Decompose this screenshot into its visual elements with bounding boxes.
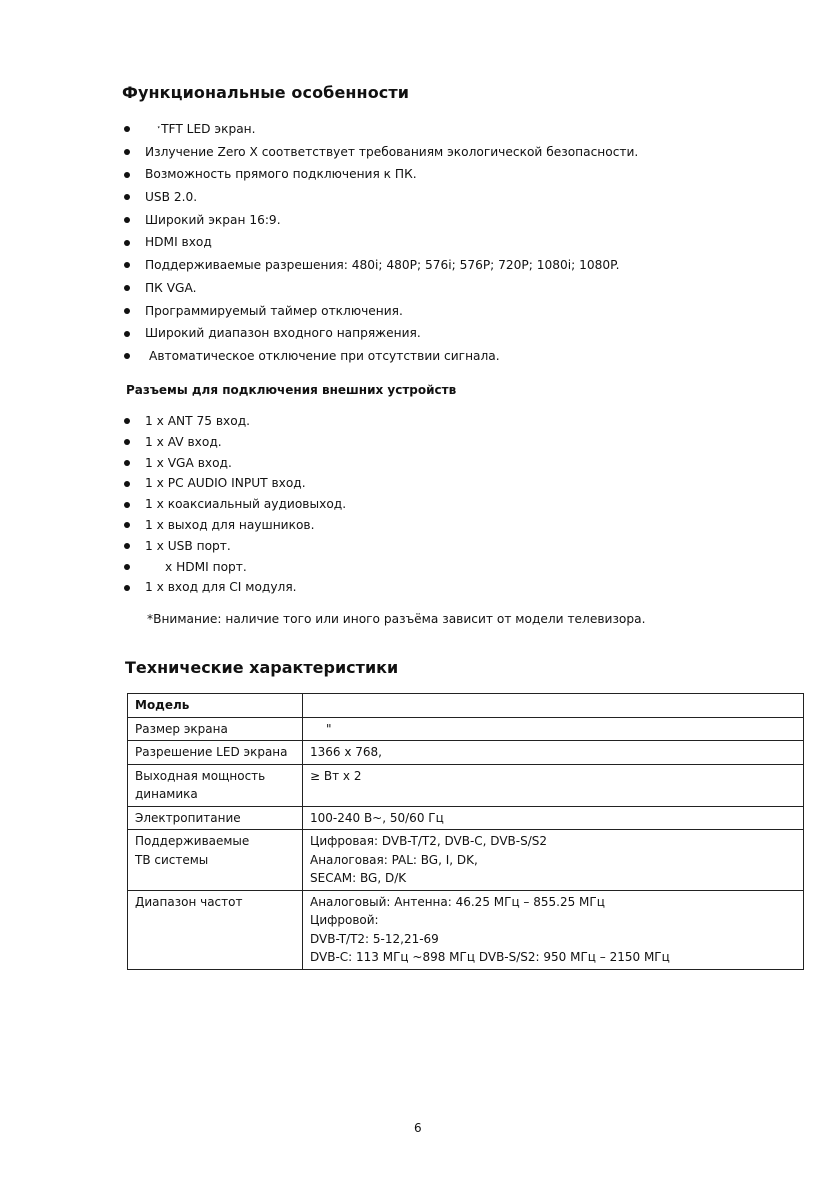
table-row (128, 806, 804, 830)
spec-value: ≥ Вт х 2 (303, 764, 804, 806)
bullet-icon (124, 194, 130, 200)
spec-label-line: ТВ системы (135, 852, 209, 867)
spec-value-line: Аналоговая: PAL: BG, I, DK, (310, 852, 478, 867)
spec-value-line: DVB-C: 113 МГц ~898 МГц DVB-S/S2: 950 МГц – 2150 МГц (310, 950, 670, 964)
bullet-icon (124, 564, 130, 570)
table-row (128, 694, 804, 718)
bullet-icon (124, 502, 130, 508)
spec-value (303, 717, 804, 741)
bullet-icon (124, 126, 130, 132)
table-row (128, 717, 804, 741)
bullet-icon (124, 353, 130, 359)
table-row (128, 741, 804, 765)
bullet-icon (124, 439, 130, 445)
spec-label: Размер экрана (128, 717, 303, 741)
spec-value: 1366 x 768, (303, 741, 804, 765)
bullet-icon (124, 240, 130, 246)
bullet-icon (124, 418, 130, 424)
bullet-icon (124, 172, 130, 178)
connectors-note: *Внимание: наличие того или иного разъёма зависит от модели телевизора. (147, 612, 646, 626)
spec-value-line: SECAM: BG, D/K (310, 871, 407, 885)
spec-label: Электропитание (128, 806, 303, 830)
page-number: 6 (414, 1121, 422, 1135)
document-page: Функциональные особенности ˑTFT LED экран. Излучение Zero X соответствует требованиям экологической безопасности. Возможность прямого подключения к ПК. USB 2.0. Широкий экран 16:9. HDMI вход Поддерживаемые разрешения: 480i; 480P; 576i; 576P; 720P; 1080i; 1080P. ПК VGA. Программируемый таймер отключения. Широкий диапазон входного напряжения. Автоматическое отключение при отсутствии сигнала. Разъемы для подключения внешних устройств 1 x ANT 75 вход. 1 x AV вход. 1 x VGA вход. 1 x PC AUDIO INPUT вход. 1 x коаксиальный аудиовыход. 1 x выход для наушников. 1 x USB порт. x HDMI порт. 1 x вход для CI модуля. *Внимание: наличие того или иного разъёма зависит от модели телевизора. Технические характеристики Модель Размер экрана " Разрешение LED экрана 1366 x 768, Выходная мощность динамика ≥ Вт х 2 Электропитание 100-240 В~, 50/60 Гц Поддерживаемые ТВ системы Цифровая: DVB-T/T2, DVB-C, DVB-S/S2 Аналоговая: PAL: BG, I, DK, SECAM: BG, D/K Диапазон частот Аналоговый: Антенна: 46.25 МГц – 855.25 МГц Цифровой: DVB-T/T2: 5-12,21-69 DVB-C: 113 МГц ~898 МГц DVB-S/S2: 950 МГц – 2150 МГц 6 (0, 0, 839, 1191)
bullet-icon (124, 543, 130, 549)
bullet-icon (124, 308, 130, 314)
table-row (128, 890, 804, 969)
bullet-icon (124, 460, 130, 466)
spec-value (303, 694, 804, 718)
spec-value-line: Цифровая: DVB-T/T2, DVB-C, DVB-S/S2 (310, 834, 548, 848)
spec-value: 100-240 В~, 50/60 Гц (303, 806, 804, 830)
bullet-icon (124, 481, 130, 487)
spec-label-line: динамика (135, 787, 198, 801)
spec-label (128, 764, 303, 806)
specs-table (127, 693, 804, 970)
specs-heading: Технические характеристики (125, 658, 399, 677)
features-heading: Функциональные особенности (122, 83, 410, 102)
bullet-icon (124, 585, 130, 591)
table-row (128, 830, 804, 891)
connectors-heading: Разъемы для подключения внешних устройств (126, 383, 457, 397)
spec-label: Разрешение LED экрана (128, 741, 303, 765)
bullet-icon (124, 217, 130, 223)
spec-value-line: Аналоговый: Антенна: 46.25 МГц – 855.25 МГц (310, 894, 605, 909)
spec-label (128, 830, 303, 891)
spec-value (303, 830, 804, 891)
spec-value-line: Цифровой: (310, 913, 379, 927)
screen-size-value: " (326, 721, 332, 736)
spec-label: Модель (128, 694, 303, 718)
spec-value-line: DVB-T/T2: 5-12,21-69 (310, 931, 439, 946)
bullet-icon (124, 285, 130, 291)
spec-label-line: Выходная мощность (135, 768, 266, 783)
bullet-icon (124, 522, 130, 528)
table-row (128, 764, 804, 806)
bullet-icon (124, 149, 130, 155)
bullet-icon (124, 262, 130, 268)
bullet-icon (124, 331, 130, 337)
spec-label: Диапазон частот (128, 890, 303, 969)
spec-value (303, 890, 804, 969)
spec-label-line: Поддерживаемые (135, 834, 250, 848)
